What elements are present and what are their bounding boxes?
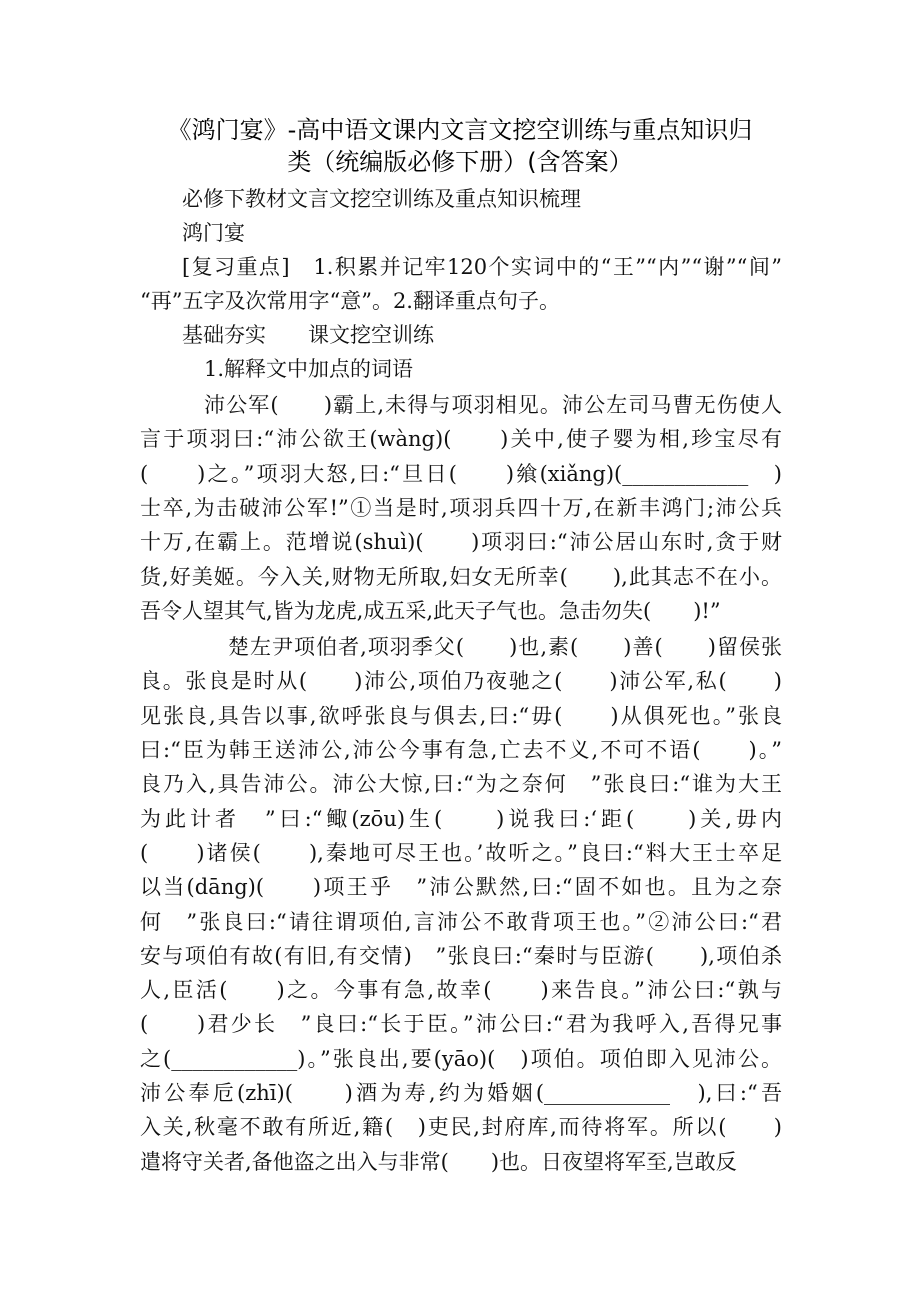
lesson-name: 鸿门宴 [182, 221, 245, 245]
doc-title-line-2: 类（统编版必修下册）(含答案） [287, 148, 633, 176]
text-line: ( )诸侯( ),秦地可尽王也。’故听之。”良曰:“料大王士卒足 [140, 840, 782, 865]
text-line: 吾令人望其气,皆为龙虎,成五采,此天子气也。急击勿失( )!” [140, 598, 721, 623]
text-line: 之(____________)。”张良出,要(yāo)( )项伯。项伯即入见沛公。 [140, 1046, 782, 1071]
text-line: 曰:“臣为韩王送沛公,沛公今事有急,亡去不义,不可不语( )。” [140, 738, 782, 762]
text-line: 沛公奉卮(zhī)( )酒为寿,约为婚姻(____________ ),曰:“吾 [140, 1081, 782, 1105]
text-line: 安与项伯有故(有旧,有交情) ”张良曰:“秦时与臣游( ),项伯杀 [140, 943, 782, 968]
review-line: [复习重点] 1.积累并记牢120个实词中的“王”“内”“谢”“间” [182, 255, 782, 279]
text-line: ( )君少长 ”良曰:“长于臣。”沛公曰:“君为我呼入,吾得兄事 [140, 1012, 782, 1037]
section-heading: 基础夯实 课文挖空训练 [182, 323, 434, 347]
doc-title-line-1: 《鸿门宴》-高中语文课内文言文挖空训练与重点知识归 [167, 116, 753, 144]
text-line: 货,好美姬。今入关,财物无所取,妇女无所幸( ),此其志不在小。 [140, 564, 782, 589]
text-line: 为此计者 ”曰:“鲰(zōu)生( )说我曰:‘距( )关,毋内 [140, 806, 782, 831]
text-line: 士卒,为击破沛公军!”①当是时,项羽兵四十万,在新丰鸿门;沛公兵 [140, 495, 782, 520]
text-line: 良乃入,具告沛公。沛公大惊,曰:“为之奈何 ”张良曰:“谁为大王 [140, 772, 782, 797]
task-heading: 1.解释文中加点的词语 [204, 357, 414, 381]
text-line: 楚左尹项伯者,项羽季父( )也,素( )善( )留侯张 [228, 635, 782, 660]
text-line: 言于项羽曰:“沛公欲王(wàng)( )关中,使子婴为相,珍宝尽有 [140, 427, 782, 452]
text-line: ( )之。”项羽大怒,曰:“旦日( )飨(xiǎng)(____________ ) [140, 461, 782, 486]
subtitle: 必修下教材文言文挖空训练及重点知识梳理 [182, 187, 581, 211]
text-line: 见张良,具告以事,欲呼张良与俱去,曰:“毋( )从俱死也。”张良 [140, 703, 782, 728]
text-line: 人,臣活( )之。今事有急,故幸( )来告良。”沛公曰:“孰与 [140, 978, 782, 1003]
text-line: 良。张良是时从( )沛公,项伯乃夜驰之( )沛公军,私( ) [140, 669, 782, 694]
text-line: 沛公军( )霸上,未得与项羽相见。沛公左司马曹无伤使人 [204, 393, 782, 417]
text-line: 遣将守关者,备他盗之出入与非常( )也。日夜望将军至,岂敢反 [140, 1149, 737, 1174]
text-line: 以当(dāng)( )项王乎 ”沛公默然,曰:“固不如也。且为之奈 [140, 875, 782, 900]
review-line: “再”五字及次常用字“意”。2.翻译重点句子。 [140, 289, 560, 313]
text-line: 何 ”张良曰:“请往谓项伯,言沛公不敢背项王也。”②沛公曰:“君 [140, 909, 782, 934]
text-line: 入关,秋毫不敢有所近,籍( )吏民,封府库,而待将军。所以( ) [140, 1115, 782, 1140]
text-line: 十万,在霸上。范增说(shuì)( )项羽曰:“沛公居山东时,贪于财 [140, 530, 782, 555]
